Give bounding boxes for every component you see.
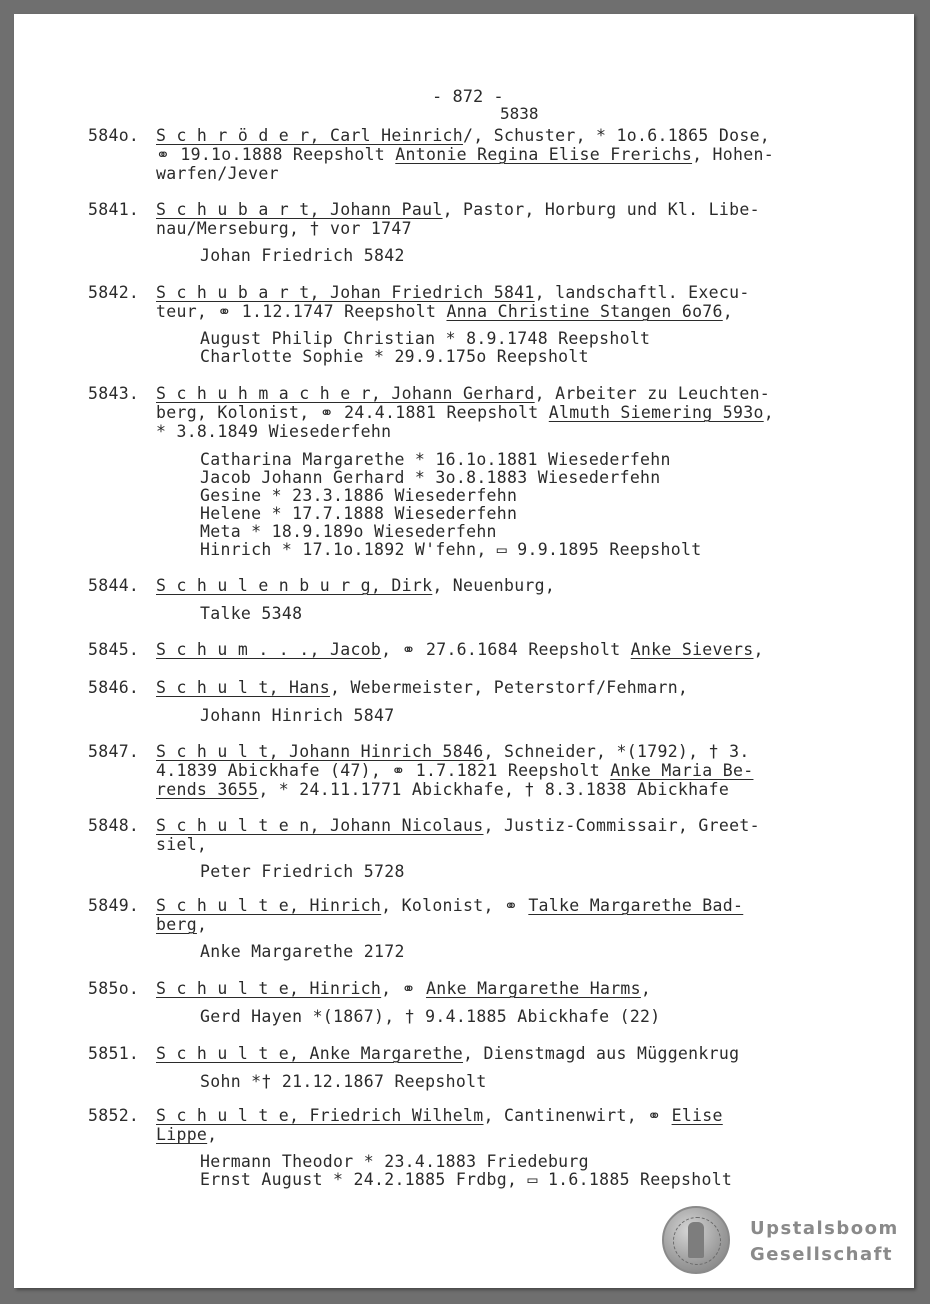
entry-number: 5842.: [88, 283, 140, 302]
person-name: S c h u l t e, Hinrich: [156, 979, 382, 998]
child-line: Hinrich * 17.1o.1892 W'fehn, ▭ 9.9.1895 Reepsholt: [200, 540, 702, 559]
entry-number: 5845.: [88, 640, 140, 659]
person-name: S c h u h m a c h e r, Johann Gerhard: [156, 384, 535, 403]
entry-line: [156, 678, 688, 697]
spouse-name: rends 3655: [156, 780, 259, 799]
entry-number: 5848.: [88, 816, 140, 835]
entry-text: , Pastor, Horburg und Kl. Libe-: [442, 200, 760, 219]
person-name: S c h u l t e, Anke Margarethe: [156, 1044, 464, 1063]
entry-number: 5851.: [88, 1044, 140, 1063]
spouse-name: Anke Margarethe Harms: [425, 979, 641, 998]
person-name: S c h u l e n b u r g, Dirk: [156, 576, 433, 595]
entry-line: [156, 164, 279, 183]
entry-line: [156, 302, 733, 321]
entry-text: teur, ⚭ 1.12.1747 Reepsholt: [156, 302, 447, 321]
entry-line: [156, 384, 770, 403]
entry-text: , Dienstmagd aus Müggenkrug: [463, 1044, 740, 1063]
logo-line-1: Upstalsboom: [750, 1218, 899, 1239]
entry-line: [156, 896, 743, 915]
page-number: - 872 -: [432, 87, 504, 107]
spouse-name: Antonie Regina Elise Frerichs: [395, 145, 693, 164]
child-line: Johann Hinrich 5847: [200, 706, 395, 725]
child-line: Gesine * 23.3.1886 Wiesederfehn: [200, 486, 518, 505]
child-line: Ernst August * 24.2.1885 Frdbg, ▭ 1.6.1885 Reepsholt: [200, 1170, 733, 1189]
person-name: S c h u l t, Johann Hinrich 5846: [156, 742, 484, 761]
person-name: S c h u m . . ., Jacob: [156, 640, 382, 659]
entry-text: ,: [640, 979, 652, 998]
entry-text: nau/Merseburg, † vor 1747: [156, 219, 412, 238]
entry-text: * 3.8.1849 Wiesederfehn: [156, 422, 392, 441]
spouse-name: Anna Christine Stangen 6o76: [446, 302, 723, 321]
entry-text: , ⚭: [381, 979, 426, 998]
child-line: Johan Friedrich 5842: [200, 246, 405, 265]
entry-line: [156, 915, 207, 934]
spouse-name: Anke Sievers: [630, 640, 754, 659]
entry-line: [156, 835, 207, 854]
entry-text: berg, Kolonist, ⚭ 24.4.1881 Reepsholt: [156, 403, 549, 422]
entry-text: ,: [722, 302, 734, 321]
entry-text: 4.1839 Abickhafe (47), ⚭ 1.7.1821 Reepsholt: [156, 761, 611, 780]
spouse-name: Talke Margarethe Bad-: [528, 896, 744, 915]
entry-line: [156, 761, 753, 780]
spouse-name: berg: [156, 915, 197, 934]
entry-line: [156, 1106, 723, 1125]
entry-text: siel,: [156, 835, 208, 854]
person-name: S c h u l t e, Friedrich Wilhelm: [156, 1106, 484, 1125]
entry-line: [156, 403, 774, 422]
child-line: Sohn *† 21.12.1867 Reepsholt: [200, 1072, 487, 1091]
entry-number: 5841.: [88, 200, 140, 219]
entry-line: [156, 126, 770, 145]
child-line: Hermann Theodor * 23.4.1883 Friedeburg: [200, 1152, 589, 1171]
entry-text: , Neuenburg,: [432, 576, 556, 595]
entry-line: [156, 742, 750, 761]
inserted-number: 5838: [500, 104, 539, 123]
entry-text: , Schneider, *(1792), † 3.: [483, 742, 750, 761]
entry-number: 5843.: [88, 384, 140, 403]
entry-text: ,: [207, 1125, 218, 1144]
entry-line: [156, 780, 729, 799]
person-name: S c h u b a r t, Johan Friedrich 5841: [156, 283, 535, 302]
entry-number: 5844.: [88, 576, 140, 595]
entry-text: , * 24.11.1771 Abickhafe, † 8.3.1838 Abickhafe: [258, 780, 730, 799]
child-line: August Philip Christian * 8.9.1748 Reepsholt: [200, 329, 651, 348]
entry-text: ,: [753, 640, 764, 659]
person-name: S c h u l t e, Hinrich: [156, 896, 382, 915]
entry-text: , Kolonist, ⚭: [381, 896, 529, 915]
child-line: Anke Margarethe 2172: [200, 942, 405, 961]
entry-text: ⚭ 19.1o.1888 Reepsholt: [156, 145, 396, 164]
entry-text: , Webermeister, Peterstorf/Fehmarn,: [329, 678, 689, 697]
entry-line: [156, 576, 555, 595]
child-line: Jacob Johann Gerhard * 3o.8.1883 Wiesederfehn: [200, 468, 661, 487]
spouse-name: Elise: [671, 1106, 723, 1125]
spouse-name: Almuth Siemering 593o: [548, 403, 764, 422]
child-line: Talke 5348: [200, 604, 303, 623]
spouse-name: Lippe: [156, 1125, 208, 1144]
spouse-name: Anke Maria Be-: [610, 761, 754, 780]
entry-number: 5849.: [88, 896, 140, 915]
child-line: Meta * 18.9.189o Wiesederfehn: [200, 522, 497, 541]
person-name: S c h u l t e n, Johann Nicolaus: [156, 816, 484, 835]
person-name: S c h u l t, Hans: [156, 678, 330, 697]
entry-number: 5846.: [88, 678, 140, 697]
entry-number: 5852.: [88, 1106, 140, 1125]
society-seal-icon: [662, 1206, 730, 1274]
child-line: Catharina Margarethe * 16.1o.1881 Wiesederfehn: [200, 450, 671, 469]
entry-line: [156, 1044, 739, 1063]
entry-line: [156, 1125, 217, 1144]
entry-text: , Hohen-: [692, 145, 774, 164]
entry-text: ,: [763, 403, 774, 422]
entry-text: ,: [196, 915, 208, 934]
child-line: Peter Friedrich 5728: [200, 862, 405, 881]
person-name: S c h u b a r t, Johann Paul: [156, 200, 443, 219]
entry-line: [156, 219, 412, 238]
entry-text: , Cantinenwirt, ⚭: [483, 1106, 672, 1125]
child-line: Charlotte Sophie * 29.9.175o Reepsholt: [200, 347, 589, 366]
entry-line: [156, 640, 764, 659]
entry-text: , Justiz-Commissair, Greet-: [483, 816, 760, 835]
entry-number: 584o.: [88, 126, 140, 145]
entry-line: [156, 816, 760, 835]
person-name: S c h r ö d e r, Carl Heinrich: [156, 126, 464, 145]
entry-line: [156, 145, 774, 164]
entry-line: [156, 200, 760, 219]
entry-line: [156, 283, 750, 302]
entry-text: , ⚭ 27.6.1684 Reepsholt: [381, 640, 631, 659]
logo-line-2: Gesellschaft: [750, 1244, 894, 1265]
entry-text: warfen/Jever: [156, 164, 279, 183]
child-line: Helene * 17.7.1888 Wiesederfehn: [200, 504, 518, 523]
entry-line: [156, 422, 391, 441]
entry-text: , landschaftl. Execu-: [534, 283, 750, 302]
entry-line: [156, 979, 651, 998]
entry-number: 585o.: [88, 979, 140, 998]
entry-text: /, Schuster, * 1o.6.1865 Dose,: [463, 126, 771, 145]
entry-number: 5847.: [88, 742, 140, 761]
entry-text: , Arbeiter zu Leuchten-: [534, 384, 771, 403]
child-line: Gerd Hayen *(1867), † 9.4.1885 Abickhafe (22): [200, 1007, 661, 1026]
